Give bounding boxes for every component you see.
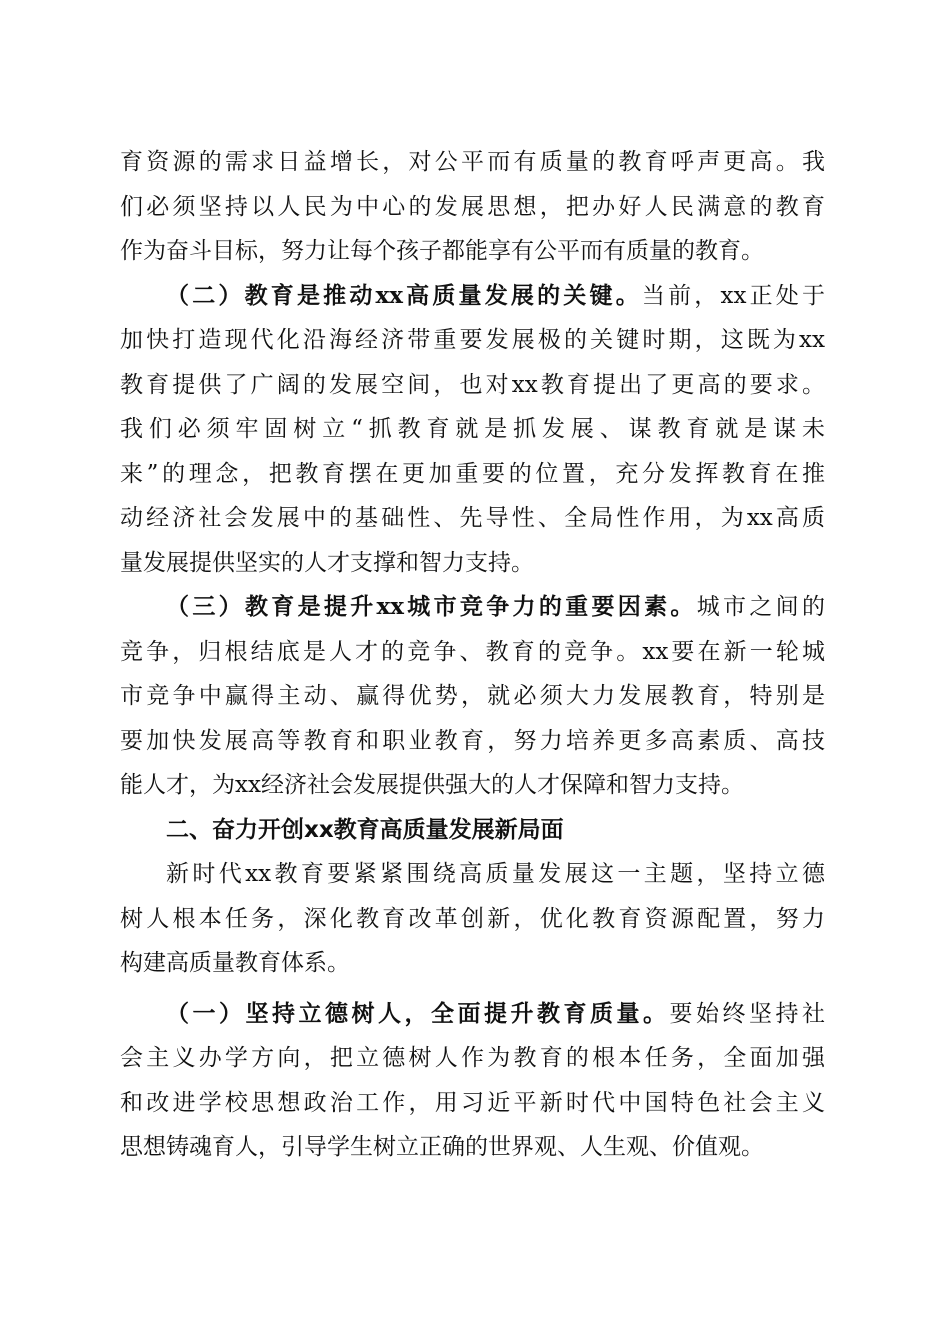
paragraph-section-3 xyxy=(120,585,825,808)
text-run: 要始终坚持社 xyxy=(669,1000,825,1027)
text-line: 思想铸魂育人，引导学生树立正确的世界观、人生观、价值观。 xyxy=(120,1134,764,1160)
text-line: 和改进学校思想政治工作，用习近平新时代中国特色社会主义 xyxy=(120,1089,825,1116)
document-body xyxy=(120,140,825,1170)
text-line: 作为奋斗目标，努力让每个孩子都能享有公平而有质量的教育。 xyxy=(120,238,764,264)
text-line xyxy=(120,992,825,1037)
text-line: 我们必须牢固树立“抓教育就是抓发展、谋教育就是谋未 xyxy=(120,416,825,442)
text-line: 树人根本任务，深化教育改革创新，优化教育资源配置，努力 xyxy=(120,905,825,932)
text-line: 育资源的需求日益增长，对公平而有质量的教育呼声更高。我 xyxy=(120,149,825,175)
paragraph-section-2 xyxy=(120,274,825,586)
text-line: 新时代xx教育要紧紧围绕高质量发展这一主题，坚持立德 xyxy=(166,861,825,887)
text-line: 构建高质量教育体系。 xyxy=(120,950,350,976)
subheading-lead: （二）教育是推动xx高质量发展的关键。 xyxy=(166,281,642,309)
text-line: 来”的理念，把教育摆在更加重要的位置，充分发挥教育在推 xyxy=(120,460,825,487)
paragraph-intro xyxy=(120,852,825,986)
text-line: 教育提供了广阔的发展空间，也对xx教育提出了更高的要求。 xyxy=(120,371,825,398)
text-line xyxy=(120,585,825,630)
text-line: 竞争，归根结底是人才的竞争、教育的竞争。xx要在新一轮城 xyxy=(120,638,825,665)
text-line xyxy=(120,274,825,319)
text-run: 当前，xx正处于 xyxy=(641,282,825,309)
subheading-lead: （三）教育是提升xx城市竞争力的重要因素。 xyxy=(166,593,697,620)
paragraph-continuation xyxy=(120,140,825,274)
text-line: 会主义办学方向，把立德树人作为教育的根本任务，全面加强 xyxy=(120,1045,825,1071)
text-line: 量发展提供坚实的人才支撑和智力支持。 xyxy=(120,549,534,576)
text-run: 城市之间的 xyxy=(696,594,825,620)
subheading-lead: （一）坚持立德树人，全面提升教育质量。 xyxy=(166,999,670,1027)
text-line: 要加快发展高等教育和职业教育，努力培养更多高素质、高技 xyxy=(120,727,825,754)
paragraph-subsection-1 xyxy=(120,992,825,1170)
text-line: 们必须坚持以人民为中心的发展思想，把办好人民满意的教育 xyxy=(120,193,825,220)
text-line: 市竞争中赢得主动、赢得优势，就必须大力发展教育，特别是 xyxy=(120,683,825,709)
section-heading: 二、奋力开创xx教育高质量发展新局面 xyxy=(166,816,564,843)
text-line: 加快打造现代化沿海经济带重要发展极的关键时期，这既为xx xyxy=(120,327,825,353)
text-line: 动经济社会发展中的基础性、先导性、全局性作用，为xx高质 xyxy=(120,505,825,531)
text-line: 能人才，为xx经济社会发展提供强大的人才保障和智力支持。 xyxy=(120,772,744,798)
